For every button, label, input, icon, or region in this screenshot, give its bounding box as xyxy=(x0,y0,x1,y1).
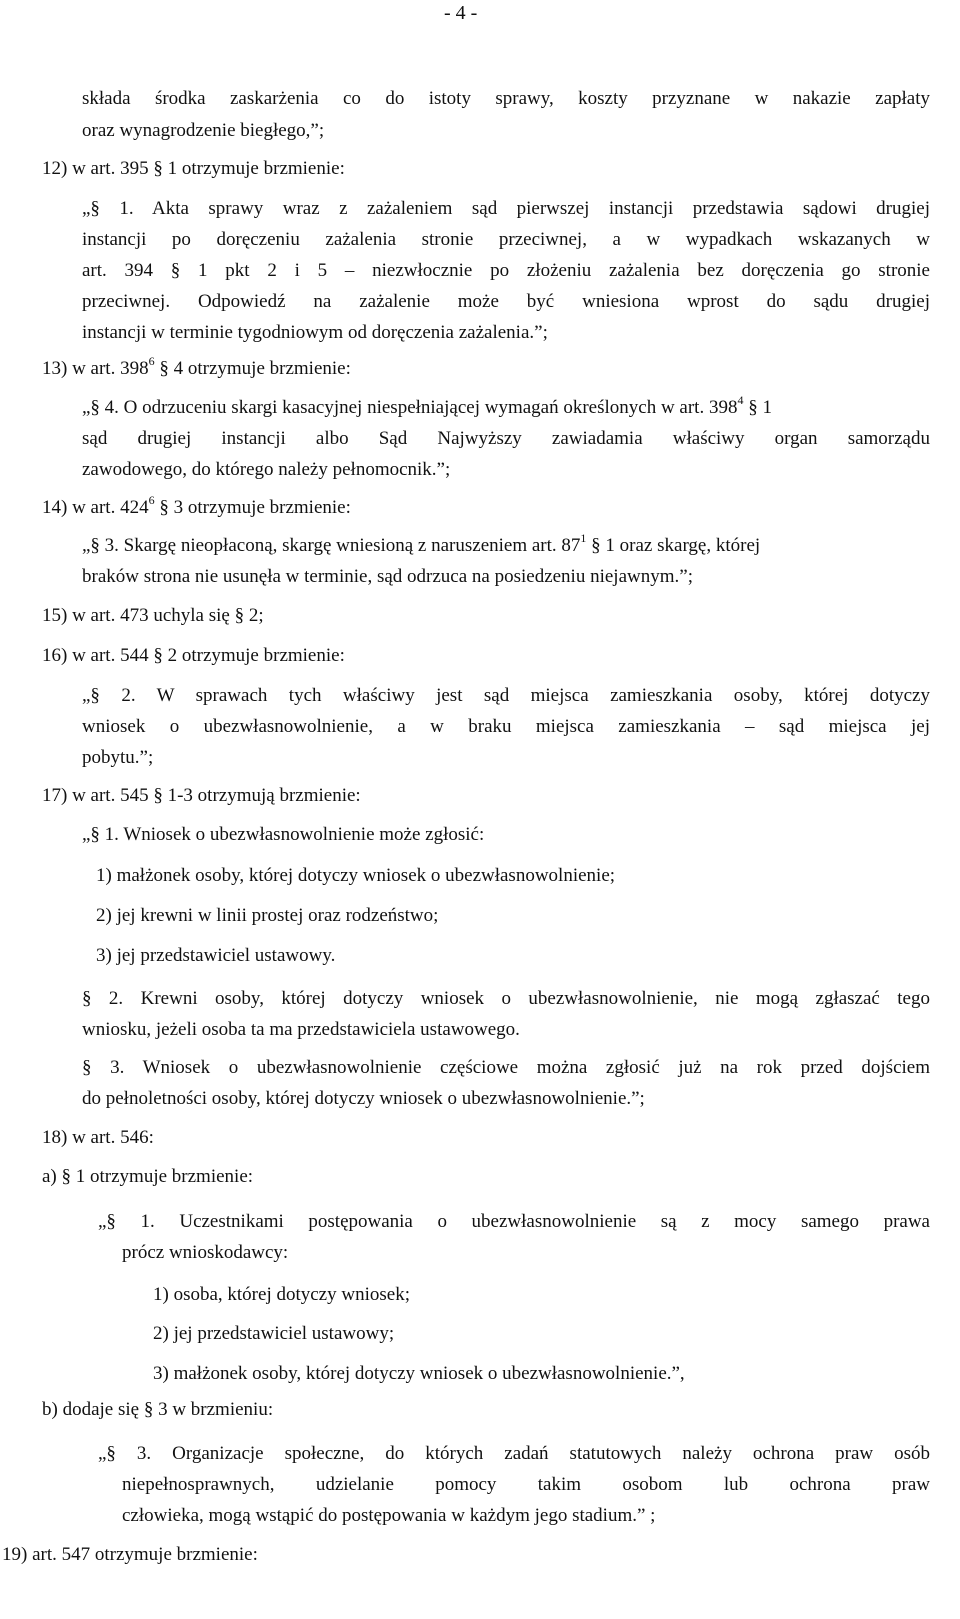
text-line: człowieka, mogą wstąpić do postępowania w każdym jego stadium.” ; xyxy=(122,1505,656,1526)
text-run: 13) w art. 398 xyxy=(42,358,149,379)
superscript: 6 xyxy=(148,353,155,368)
list-item: a) § 1 otrzymuje brzmienie: xyxy=(42,1166,254,1187)
page-number: - 4 - xyxy=(444,2,478,24)
list-item: 3) jej przedstawiciel ustawowy. xyxy=(96,945,336,966)
text-line: 18) w art. 546: xyxy=(42,1127,154,1148)
text-line: 19) art. 547 otrzymuje brzmienie: xyxy=(2,1544,258,1565)
text-line: „§ 3. Organizacje społeczne, do których zadań statutowych należy ochrona praw osób xyxy=(98,1443,930,1464)
text-run: § 4 otrzymuje brzmienie: xyxy=(159,358,351,379)
list-item: 3) małżonek osoby, której dotyczy wniosek o ubezwłasnowolnienie.”, xyxy=(153,1363,685,1384)
text-line: wniosek o ubezwłasnowolnienie, a w braku miejsca zamieszkania – sąd miejsca jej xyxy=(82,716,930,737)
list-item: 2) jej przedstawiciel ustawowy; xyxy=(153,1323,395,1344)
superscript: 4 xyxy=(737,392,744,407)
text-line: 12) w art. 395 § 1 otrzymuje brzmienie: xyxy=(42,158,345,179)
superscript: 1 xyxy=(580,530,587,545)
text-run: § 1 oraz skargę, której xyxy=(591,535,761,556)
text-run: „§ 4. O odrzuceniu skargi kasacyjnej niespełniającej wymagań określonych w art. 398 xyxy=(82,397,738,418)
text-line: oraz wynagrodzenie biegłego,”; xyxy=(82,120,325,141)
text-line: instancji w terminie tygodniowym od doręczenia zażalenia.”; xyxy=(82,322,548,343)
text-line: „§ 1. Wniosek o ubezwłasnowolnienie może zgłosić: xyxy=(82,824,485,845)
text-line xyxy=(42,492,351,521)
text-line: art. 394 § 1 pkt 2 i 5 – niezwłocznie po złożeniu zażalenia bez doręczenia go stronie xyxy=(82,260,930,281)
text-line: niepełnosprawnych, udzielanie pomocy takim osobom lub ochrona praw xyxy=(122,1474,930,1495)
text-run: § 3 otrzymuje brzmienie: xyxy=(159,497,351,518)
text-run: 14) w art. 424 xyxy=(42,497,149,518)
text-line xyxy=(82,392,930,421)
text-line: prócz wnioskodawcy: xyxy=(122,1242,289,1263)
text-line: 15) w art. 473 uchyla się § 2; xyxy=(42,605,264,626)
text-line xyxy=(82,530,761,559)
text-line: braków strona nie usunęła w terminie, sąd odrzuca na posiedzeniu niejawnym.”; xyxy=(82,566,693,587)
text-line: 16) w art. 544 § 2 otrzymuje brzmienie: xyxy=(42,645,345,666)
text-line: wniosku, jeżeli osoba ta ma przedstawiciela ustawowego. xyxy=(82,1019,520,1040)
text-line: 17) w art. 545 § 1-3 otrzymują brzmienie: xyxy=(42,785,361,806)
text-run: § 1 xyxy=(748,397,772,418)
list-item: 1) małżonek osoby, której dotyczy wniosek o ubezwłasnowolnienie; xyxy=(96,865,616,886)
list-item: 1) osoba, której dotyczy wniosek; xyxy=(153,1284,410,1305)
text-line: „§ 1. Uczestnikami postępowania o ubezwłasnowolnienie są z mocy samego prawa xyxy=(98,1211,930,1232)
text-line: § 3. Wniosek o ubezwłasnowolnienie częściowe można zgłosić już na rok przed dojściem xyxy=(82,1057,930,1078)
text-line: „§ 2. W sprawach tych właściwy jest sąd miejsca zamieszkania osoby, której dotyczy xyxy=(82,685,930,706)
list-item: 2) jej krewni w linii prostej oraz rodzeństwo; xyxy=(96,905,439,926)
text-line: składa środka zaskarżenia co do istoty sprawy, koszty przyznane w nakazie zapłaty xyxy=(82,88,930,109)
text-line: § 2. Krewni osoby, której dotyczy wniosek o ubezwłasnowolnienie, nie mogą zgłaszać tego xyxy=(82,988,930,1009)
superscript: 6 xyxy=(148,492,155,507)
text-line: przeciwnej. Odpowiedź na zażalenie może być wniesiona wprost do sądu drugiej xyxy=(82,291,930,312)
text-line: zawodowego, do którego należy pełnomocnik.”; xyxy=(82,459,451,480)
list-item: b) dodaje się § 3 w brzmieniu: xyxy=(42,1399,274,1420)
text-line: instancji po doręczeniu zażalenia stronie przeciwnej, a w wypadkach wskazanych w xyxy=(82,229,930,250)
text-run: „§ 3. Skargę nieopłaconą, skargę wniesioną z naruszeniem art. 87 xyxy=(82,535,581,556)
text-line: do pełnoletności osoby, której dotyczy wniosek o ubezwłasnowolnienie.”; xyxy=(82,1088,645,1109)
text-line: „§ 1. Akta sprawy wraz z zażaleniem sąd pierwszej instancji przedstawia sądowi drugiej xyxy=(82,198,930,219)
text-line: sąd drugiej instancji albo Sąd Najwyższy zawiadamia właściwy organ samorządu xyxy=(82,428,930,449)
text-line: pobytu.”; xyxy=(82,747,154,768)
text-line xyxy=(42,353,351,382)
